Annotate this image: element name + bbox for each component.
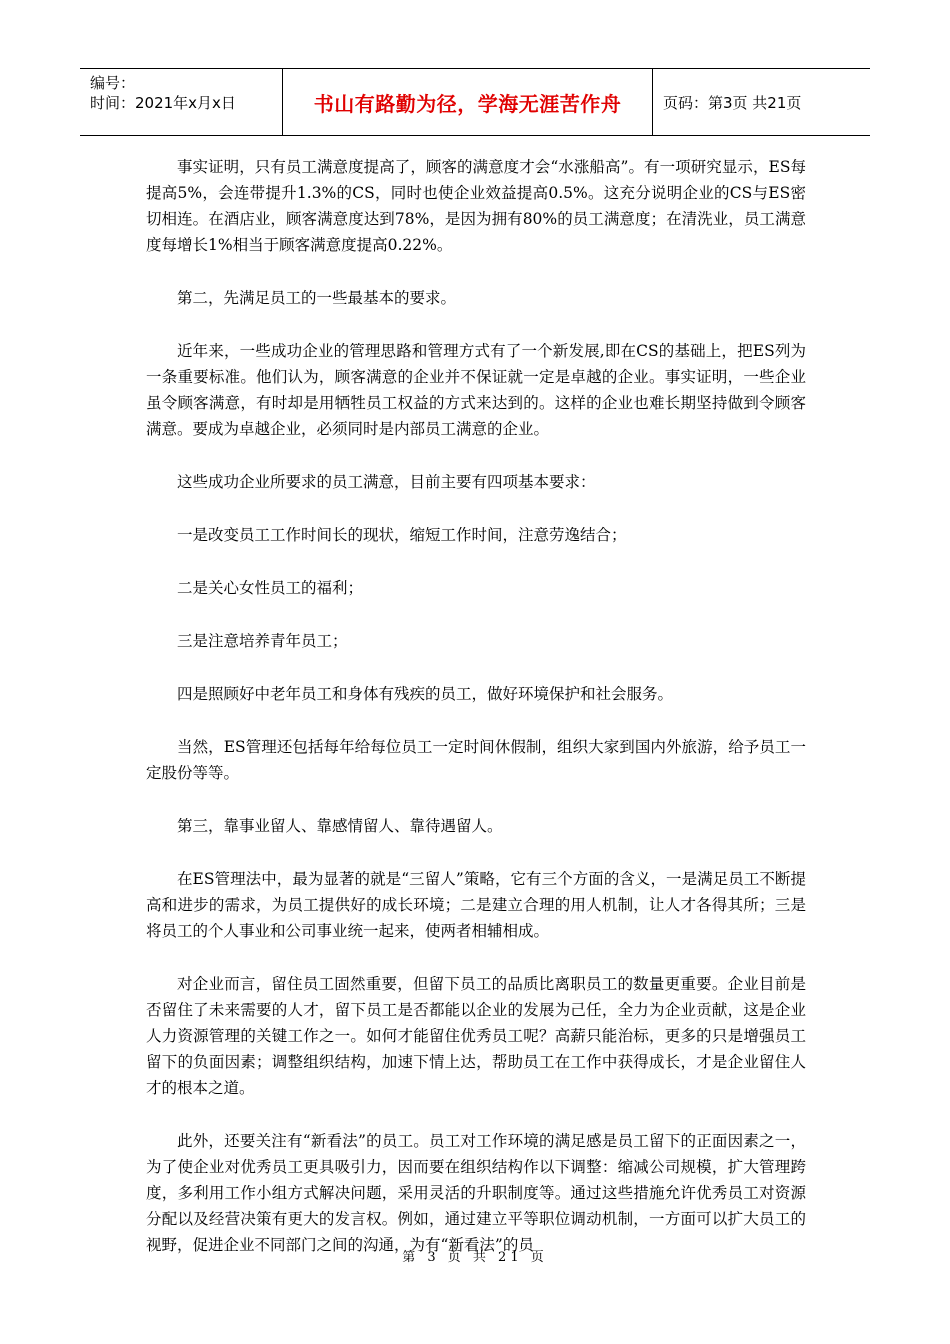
- paragraph-6: 二是关心女性员工的福利；: [177, 579, 364, 597]
- paragraph-1: 事实证明，只有员工满意度提高了，顾客的满意度才会“水涨船高”。有一项研究显示，ES每提高5%，会连带提升1.3%的CS，同时也使企业效益提高0.5%。这充分说明企业的CS与ES密切相连。在酒店业，顾客满意度达到78%，是因为拥有80%的员工满意度；在清洗业，员工满意度每增长1%相当于顾客满意度提高0.22%。: [146, 158, 806, 254]
- header-page-info: 页码：第3页 共21页: [663, 93, 802, 112]
- paragraph-7: 三是注意培养青年员工；: [177, 632, 348, 650]
- paragraph-11: 在ES管理法中，最为显著的就是“三留人”策略，它有三个方面的含义，一是满足员工不断提高和进步的需求，为员工提供好的成长环境；二是建立合理的用人机制，让人才各得其所；三是将员工的个人事业和公司事业统一起来，使两者相辅相成。: [146, 870, 806, 940]
- document-body: [146, 154, 806, 1285]
- document-header: [80, 68, 870, 136]
- paragraph-10: 第三，靠事业留人、靠感情留人、靠待遇留人。: [177, 817, 503, 835]
- paragraph-2: 第二，先满足员工的一些最基本的要求。: [177, 289, 457, 307]
- paragraph-5: 一是改变员工工作时间长的现状，缩短工作时间，注意劳逸结合；: [177, 526, 627, 544]
- paragraph-12: 对企业而言，留住员工固然重要，但留下员工的品质比离职员工的数量更重要。企业目前是否留住了未来需要的人才，留下员工是否都能以企业的发展为己任，全力为企业贡献，这是企业人力资源管理的关键工作之一。如何才能留住优秀员工呢？高薪只能治标，更多的只是增强员工留下的负面因素；调整组织结构，加速下情上达，帮助员工在工作中获得成长，才是企业留住人才的根本之道。: [146, 975, 806, 1097]
- number-label: 编号：: [90, 74, 136, 92]
- paragraph-9: 当然，ES管理还包括每年给每位员工一定时间休假制，组织大家到国内外旅游，给予员工一定股份等等。: [146, 738, 806, 782]
- header-meta: [80, 69, 283, 135]
- date-line: 时间：2021年x月x日: [90, 94, 236, 112]
- paragraph-3: 近年来，一些成功企业的管理思路和管理方式有了一个新发展,即在CS的基础上，把ES列为一条重要标准。他们认为，顾客满意的企业并不保证就一定是卓越的企业。事实证明，一些企业虽令顾客满意，有时却是用牺牲员工权益的方式来达到的。这样的企业也难长期坚持做到令顾客满意。要成为卓越企业，必须同时是内部员工满意的企业。: [146, 342, 806, 438]
- paragraph-13: 此外，还要关注有“新看法”的员工。员工对工作环境的满足感是员工留下的正面因素之一，为了使企业对优秀员工更具吸引力，因而要在组织结构作以下调整：缩减公司规模，扩大管理跨度，多利用工作小组方式解决问题，采用灵活的升职制度等。通过这些措施允许优秀员工对资源分配以及经营决策有更大的发言权。例如，通过建立平等职位调动机制，一方面可以扩大员工的视野，促进企业不同部门之间的沟通，为有“新看法”的员: [146, 1132, 806, 1254]
- header-motto: 书山有路勤为径，学海无涯苦作舟: [283, 69, 653, 135]
- paragraph-4: 这些成功企业所要求的员工满意，目前主要有四项基本要求：: [177, 473, 596, 491]
- paragraph-8: 四是照顾好中老年员工和身体有残疾的员工，做好环境保护和社会服务。: [177, 685, 674, 703]
- page-footer: 第 3 页 共 21 页: [402, 1250, 548, 1265]
